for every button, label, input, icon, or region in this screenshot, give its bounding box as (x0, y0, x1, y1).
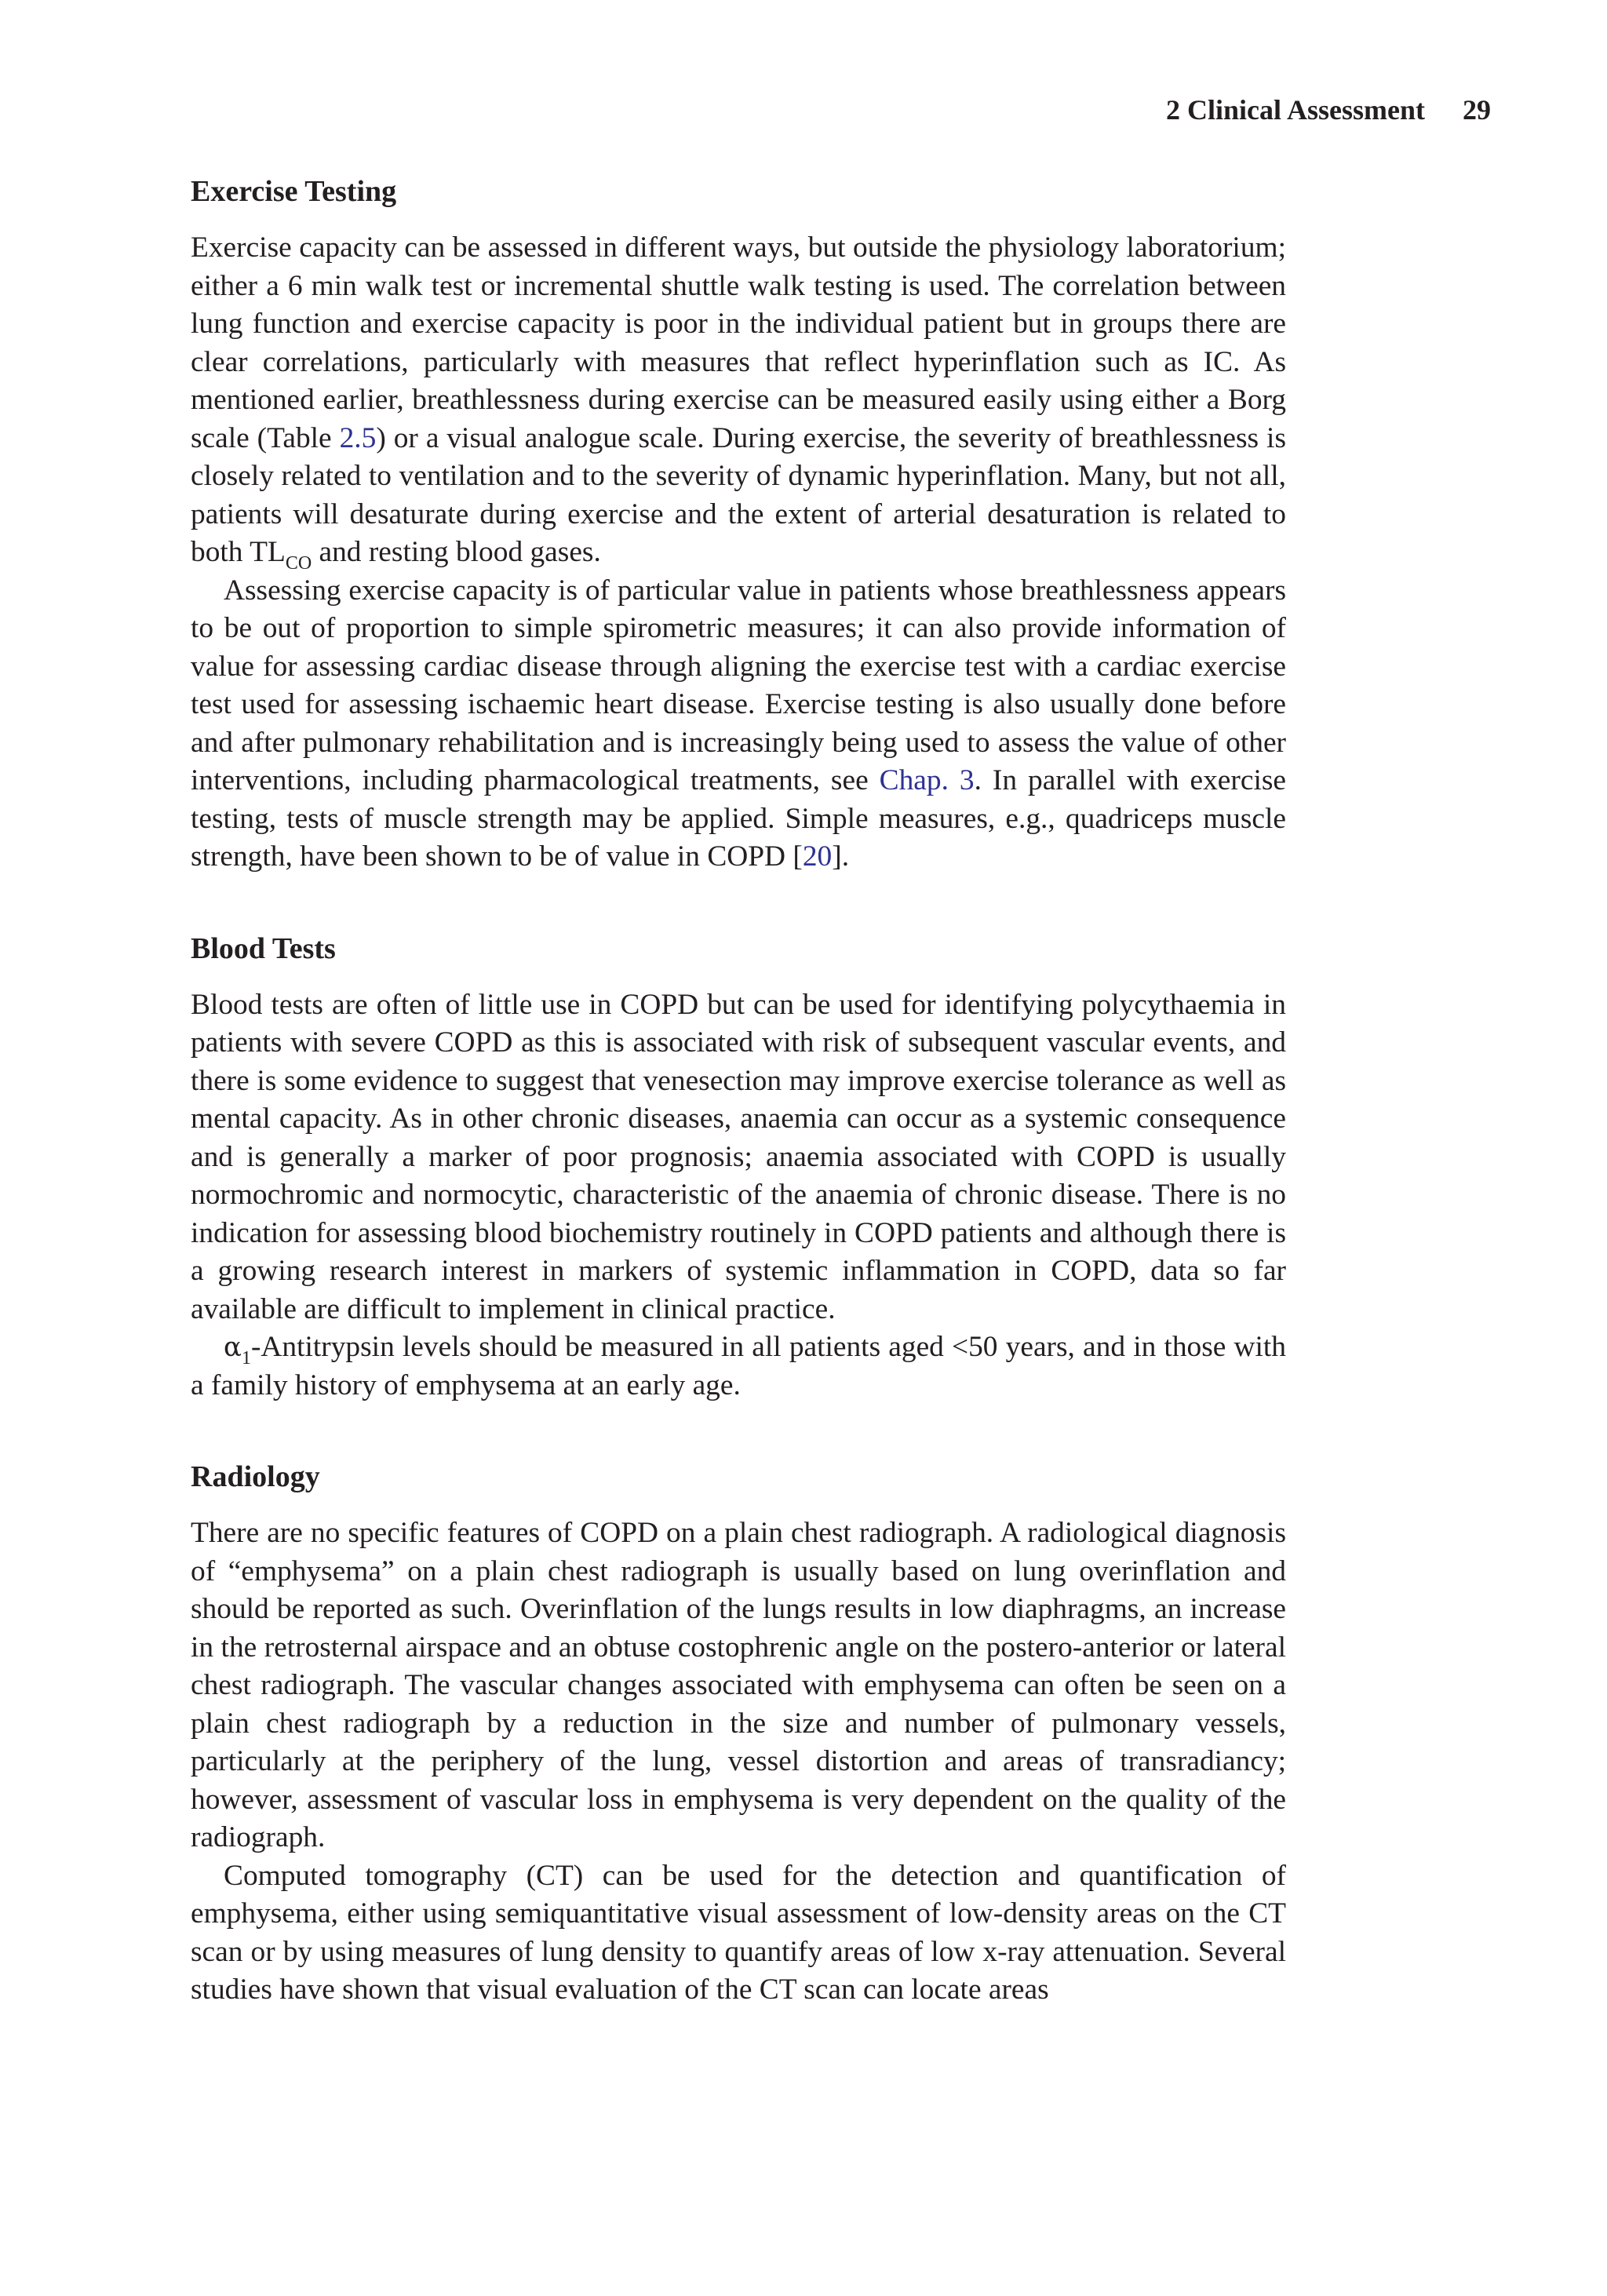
chapter-title: 2 Clinical Assessment (1165, 94, 1425, 126)
text-run: Exercise capacity can be assessed in different ways, but outside the physiology laboratorium; either a 6 min walk test or incremental shuttle walk testing is used. The correlation between lung function and exercise capacity is poor in the individual patient but in groups there are clear correlations, particularly with measures that reflect hyperinflation such as IC. As mentioned earlier, breathlessness during exercise can be measured easily using either a Borg scale (Table (191, 231, 1286, 454)
paragraph (191, 1328, 1286, 1405)
text-run: and resting blood gases. (312, 536, 601, 568)
section-heading-radiology: Radiology (191, 1460, 320, 1493)
paragraph: Computed tomography (CT) can be used for the detection and quantification of emphysema, either using semiquantitative visual assessment of low-density areas on the CT scan or by using measures of lung density to quantify areas of low x-ray attenuation. Several studies have shown that visual evaluation of the CT scan can locate areas (191, 1859, 1286, 2006)
main-text (191, 168, 1286, 2010)
alpha-symbol: α (224, 1332, 242, 1363)
text-run: -Antitrypsin levels should be measured in all patients aged <50 years, and in those with a family history of emphysema at an early age. (191, 1331, 1286, 1401)
paragraph (191, 229, 1286, 572)
text-run: Assessing exercise capacity is of particular value in patients whose breathlessness appears to be out of proportion to simple spirometric measures; it can also provide information of value for assessing cardiac disease through aligning the exercise test with a cardiac exercise test used for assessing ischaemic heart disease. Exercise testing is also usually done before and after pulmonary rehabilitation and is increasingly being used to assess the value of other interventions, including pharmacological treatments, see (191, 574, 1286, 796)
text-run: ]. (832, 840, 850, 873)
subscript: 1 (241, 1348, 251, 1368)
subscript: CO (285, 553, 312, 574)
reference-link[interactable]: 20 (802, 840, 833, 873)
text-run: ) or a visual analogue scale. During exercise, the severity of breathlessness is closely related to ventilation and to the severity of dynamic hyperinflation. Many, but not all, patients will desaturate during exercise and the extent of arterial desaturation is related to both TL (191, 421, 1286, 568)
chapter-link[interactable]: Chap. 3 (879, 764, 975, 796)
paragraph: There are no specific features of COPD on a plain chest radiograph. A radiological diagnosis of “emphysema” on a plain chest radiograph is usually based on lung overinflation and should be reported as such. Overinflation of the lungs results in low diaphragms, an increase in the retrosternal airspace and an obtuse costophrenic angle on the postero-anterior or lateral chest radiograph. The vascular changes associated with emphysema can often be seen on a plain chest radiograph by a reduction in the size and number of pulmonary vessels, particularly at the periphery of the lung, vessel distortion and areas of transradiancy; however, assessment of vascular loss in emphysema is very dependent on the quality of the radiograph. (191, 1517, 1286, 1853)
text-run: . In parallel with exercise testing, tests of muscle strength may be applied. Simple measures, e.g., quadriceps muscle strength, have been shown to be of value in COPD [ (191, 764, 1286, 873)
paragraph: Blood tests are often of little use in COPD but can be used for identifying polycythaemia in patients with severe COPD as this is associated with risk of subsequent vascular events, and there is some evidence to suggest that venesection may improve exercise tolerance as well as mental capacity. As in other chronic diseases, anaemia can occur as a systemic consequence and is generally a marker of poor prognosis; anaemia associated with COPD is usually normochromic and normocytic, characteristic of the anaemia of chronic disease. There is no indication for assessing blood biochemistry routinely in COPD patients and although there is a growing research interest in markers of systemic inflammation in COPD, data so far available are difficult to implement in clinical practice. (191, 988, 1286, 1325)
running-header (1166, 91, 1491, 129)
section-heading-blood-tests: Blood Tests (191, 931, 336, 965)
section-heading-exercise-testing: Exercise Testing (191, 175, 397, 208)
page-number: 29 (1463, 94, 1491, 126)
paragraph (191, 572, 1286, 876)
table-link[interactable]: 2.5 (339, 421, 377, 454)
